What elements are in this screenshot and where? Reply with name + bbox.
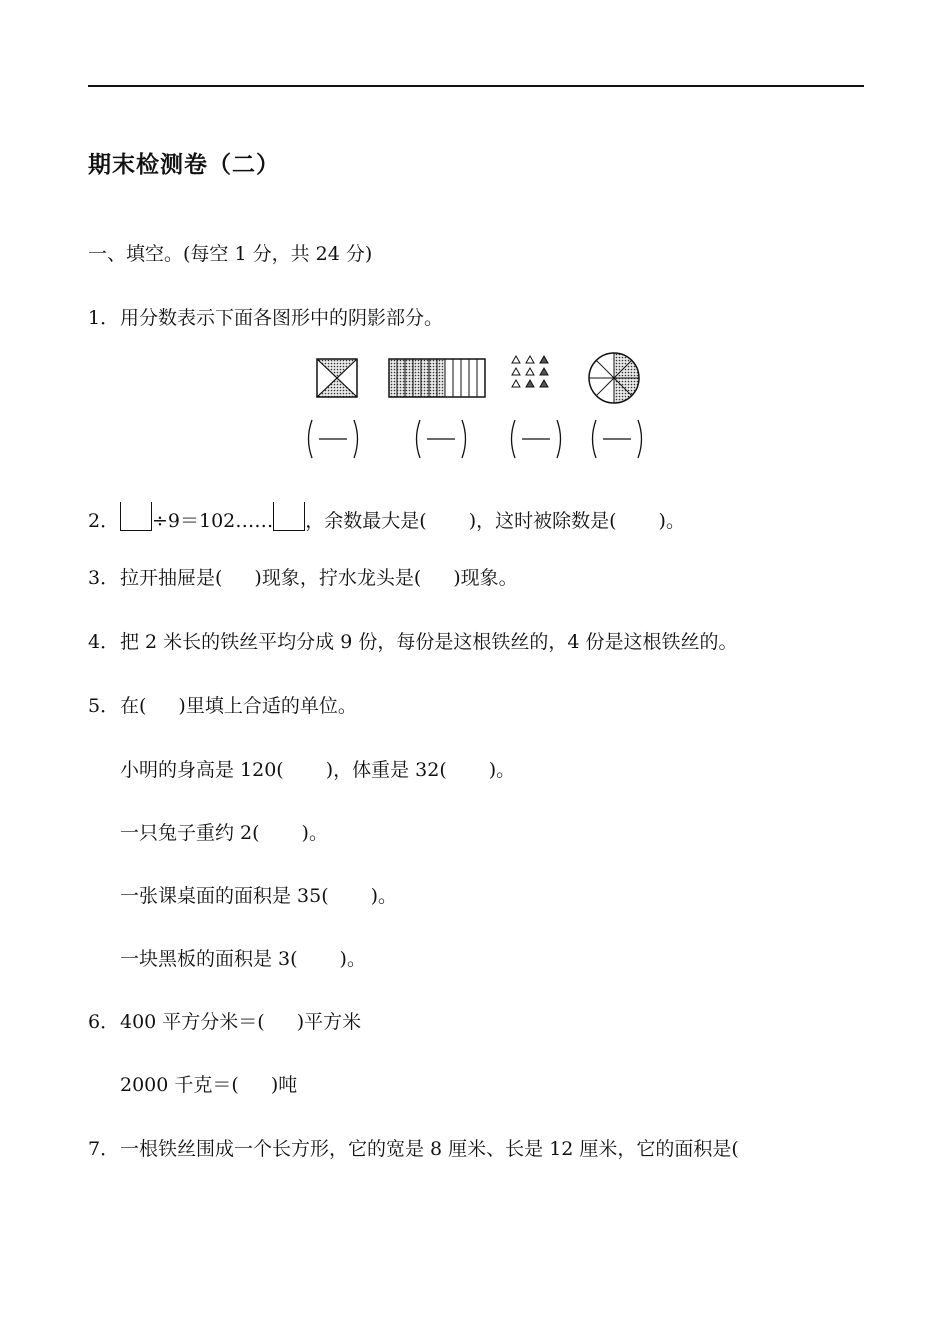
- q5-l4-text-b: )。: [339, 948, 366, 970]
- circle-figure: [589, 353, 639, 403]
- question-6: [88, 1010, 361, 1034]
- question-4: [88, 630, 737, 654]
- q5-l4-text-a: 一块黑板的面积是 3(: [120, 948, 298, 970]
- question-number: 4．: [88, 631, 120, 653]
- remainder-box[interactable]: [273, 502, 305, 531]
- q5-line-3: [120, 884, 397, 908]
- division-text: ÷9＝102……: [152, 510, 274, 532]
- question-5: [88, 694, 357, 718]
- question-number: 2．: [88, 510, 120, 532]
- q6-text-c: 2000 千克＝(: [120, 1074, 239, 1096]
- question-2: [88, 502, 685, 533]
- q5-line-1: [120, 758, 515, 782]
- header-rule: [88, 85, 864, 87]
- question-text: 用分数表示下面各图形中的阴影部分。: [120, 307, 444, 329]
- question-text: 一根铁丝围成一个长方形，它的宽是 8 厘米、长是 12 厘米，它的面积是(: [120, 1138, 739, 1160]
- striped-rectangle-figure: [389, 359, 485, 397]
- q5-l3-text-a: 一张课桌面的面积是 35(: [120, 885, 329, 907]
- fraction-answer-blank[interactable]: [304, 418, 362, 460]
- page-title: 期末检测卷（二）: [88, 152, 280, 178]
- q5-line-2: [120, 821, 328, 845]
- fraction-answer-blank[interactable]: [507, 418, 565, 460]
- q2-text-a: ，余数最大是(: [305, 510, 427, 532]
- question-number: 3．: [88, 567, 120, 589]
- dividend-box[interactable]: [120, 502, 152, 531]
- fraction-answer-blank[interactable]: [412, 418, 470, 460]
- section-heading: 一、填空。(每空 1 分，共 24 分): [88, 243, 373, 265]
- q5-l1-text-b: )，体重是 32(: [325, 759, 447, 781]
- question-1: [88, 306, 443, 330]
- q5-l1-text-c: )。: [488, 759, 516, 781]
- q5-l3-text-b: )。: [370, 885, 398, 907]
- q5-l2-text-b: )。: [301, 822, 328, 844]
- question-number: 7．: [88, 1138, 120, 1160]
- fraction-answer-blank[interactable]: [588, 418, 646, 460]
- triangles-figure: [512, 356, 548, 387]
- question-number: 5．: [88, 695, 120, 717]
- question-number: 1．: [88, 307, 120, 329]
- q5-text-b: )里填上合适的单位。: [178, 695, 357, 717]
- q6-text-d: )吨: [270, 1074, 298, 1096]
- q2-text-b: )，这时被除数是(: [468, 510, 617, 532]
- q3-text-c: )现象。: [453, 567, 518, 589]
- question-7: [88, 1137, 739, 1161]
- q2-text-c: )。: [658, 510, 685, 532]
- question-3: [88, 566, 518, 590]
- q5-line-4: [120, 947, 366, 971]
- q6-text-b: )平方米: [296, 1011, 362, 1033]
- q3-text-b: )现象，拧水龙头是(: [254, 567, 422, 589]
- question-number: 6．: [88, 1011, 120, 1033]
- q6-line-2: [120, 1073, 297, 1097]
- q5-l1-text-a: 小明的身高是 120(: [120, 759, 284, 781]
- q3-text-a: 拉开抽屉是(: [120, 567, 223, 589]
- question-text: 把 2 米长的铁丝平均分成 9 份，每份是这根铁丝的，4 份是这根铁丝的。: [120, 631, 738, 653]
- square-diagonal-figure: [317, 359, 357, 397]
- fraction-figures: [300, 350, 660, 406]
- q5-l2-text-a: 一只兔子重约 2(: [120, 822, 260, 844]
- q6-text-a: 400 平方分米＝(: [120, 1011, 265, 1033]
- q5-text-a: 在(: [120, 695, 147, 717]
